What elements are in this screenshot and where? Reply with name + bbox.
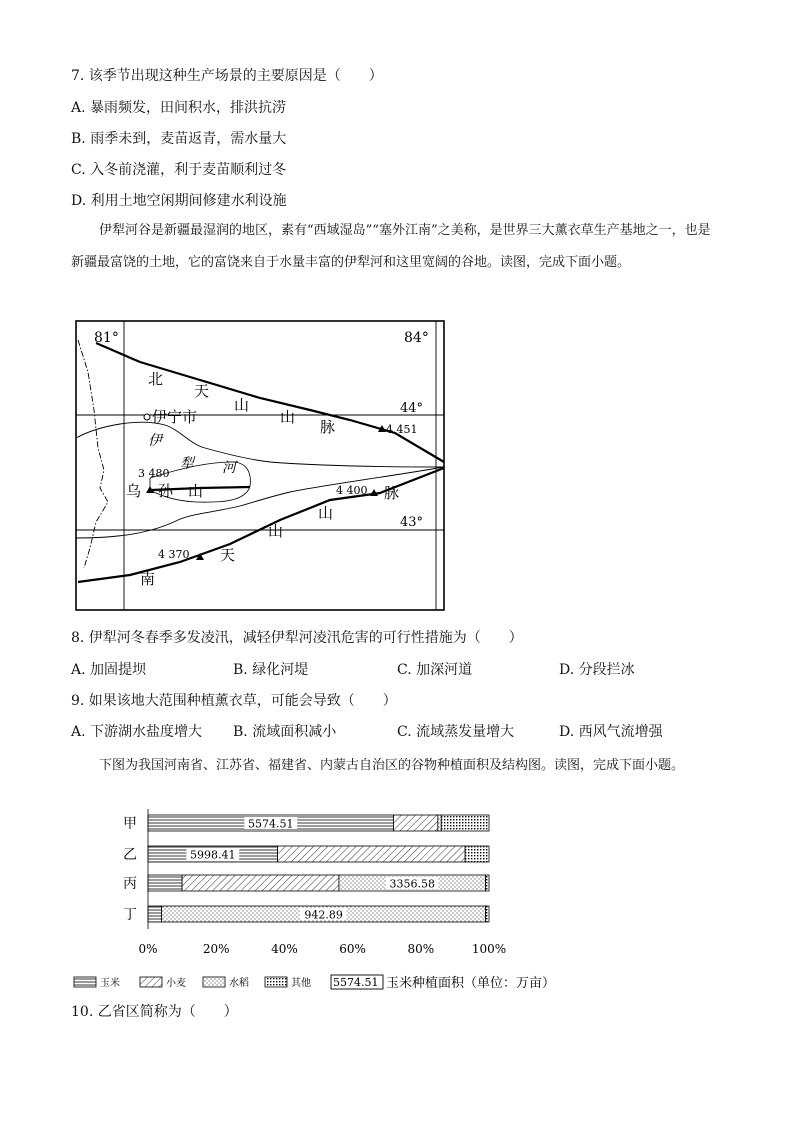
wusun-char-2: 孙 bbox=[158, 482, 174, 500]
legend-value-box-text: 5574.51 bbox=[333, 976, 379, 989]
south-range-char-2: 天 bbox=[220, 546, 236, 564]
wusun-char-1: 乌 bbox=[126, 482, 142, 500]
south-range-char-5: 脉 bbox=[384, 484, 400, 502]
lon-label-84: 84° bbox=[404, 330, 429, 346]
passage-grain: 下图为我国河南省、江苏省、福建省、内蒙古自治区的谷物种植面积及结构图。读图，完成下面小题。 bbox=[99, 758, 685, 773]
q9-option-b: B. 流域面积减小 bbox=[233, 724, 337, 740]
q10-stem: 10. 乙省区简称为（ ） bbox=[71, 1004, 238, 1020]
bar-1-other bbox=[441, 815, 489, 831]
q9-option-c: C. 流域蒸发量增大 bbox=[397, 724, 515, 740]
q7-option-a: A. 暴雨频发，田间积水，排洪抗涝 bbox=[71, 100, 287, 116]
north-range-char-1: 北 bbox=[148, 370, 164, 388]
legend-swatch-rice bbox=[203, 977, 225, 987]
bar-2-wheat bbox=[278, 846, 466, 862]
north-range-char-3: 山 bbox=[234, 396, 250, 414]
q8-option-b: B. 绿化河堤 bbox=[233, 662, 309, 678]
south-range-char-1: 南 bbox=[140, 570, 156, 588]
category-label-1: 甲 bbox=[123, 816, 137, 832]
q7-option-c: C. 入冬前浇灌，利于麦苗顺利过冬 bbox=[71, 162, 287, 178]
x-tick-label-6: 100% bbox=[471, 942, 507, 956]
river-char-2: 犁 bbox=[180, 456, 194, 472]
legend-swatch-wheat bbox=[140, 977, 162, 987]
legend-swatch-corn bbox=[74, 977, 96, 987]
q8-option-c: C. 加深河道 bbox=[397, 662, 473, 678]
lat-label-43: 43° bbox=[400, 515, 424, 530]
q8-stem: 8. 伊犁河冬春季多发凌汛，减轻伊犁河凌汛危害的可行性措施为（ ） bbox=[71, 630, 523, 646]
legend-label-corn: 玉米 bbox=[100, 978, 120, 989]
peak-4370-label: 4 370 bbox=[158, 548, 190, 561]
bar-label-2: 5998.41 bbox=[190, 848, 236, 862]
category-label-3: 丙 bbox=[123, 876, 137, 892]
south-range-char-3: 山 bbox=[268, 522, 284, 540]
river-char-3: 河 bbox=[222, 460, 236, 476]
wusun-char-3: 山 bbox=[188, 482, 204, 500]
north-range-char-2: 天 bbox=[194, 382, 210, 400]
bar-1-wheat bbox=[394, 815, 438, 831]
x-tick-label-2: 20% bbox=[202, 942, 230, 956]
bar-4-other bbox=[486, 906, 489, 922]
passage-yili: 伊犁河谷是新疆最湿润的地区，素有“西域湿岛”“塞外江南”之美称，是世界三大薰衣草生产基地之一，也是新疆最富饶的土地，它的富饶来自于水量丰富的伊犁河和这里宽阔的谷地。读图，完成下面小题。 bbox=[71, 223, 711, 270]
river-char-1: 伊 bbox=[148, 433, 162, 449]
q8-option-a: A. 加固提坝 bbox=[71, 662, 147, 678]
lon-label-81: 81° bbox=[94, 330, 119, 346]
legend-value-description: 玉米种植面积（单位：万亩） bbox=[386, 976, 556, 991]
bar-3-other bbox=[486, 875, 489, 891]
north-range-char-5: 脉 bbox=[320, 418, 336, 436]
x-tick-label-3: 40% bbox=[271, 942, 298, 956]
bar-2-other bbox=[465, 846, 489, 862]
x-tick-label-5: 80% bbox=[407, 942, 435, 956]
north-range-char-4: 山 bbox=[280, 408, 296, 426]
q9-option-d: D. 西风气流增强 bbox=[559, 724, 663, 740]
legend-label-other: 其他 bbox=[291, 978, 311, 989]
bar-3-wheat bbox=[182, 875, 339, 891]
bar-3-corn bbox=[148, 875, 182, 891]
peak-4451-label: 4 451 bbox=[386, 423, 418, 436]
bar-label-1: 5574.51 bbox=[248, 817, 294, 831]
peak-4400-label: 4 400 bbox=[336, 484, 368, 497]
q7-option-d: D. 利用土地空闲期间修建水利设施 bbox=[71, 193, 287, 209]
category-label-2: 乙 bbox=[123, 847, 137, 863]
legend-swatch-other bbox=[265, 977, 287, 987]
bar-label-4: 942.89 bbox=[304, 908, 343, 922]
q8-option-d: D. 分段拦冰 bbox=[559, 662, 635, 678]
x-tick-label-1: 0% bbox=[138, 942, 158, 956]
bar-1-rice bbox=[438, 815, 441, 831]
legend-label-wheat: 小麦 bbox=[166, 978, 186, 989]
x-tick-label-4: 60% bbox=[339, 942, 366, 956]
bar-label-3: 3356.58 bbox=[389, 877, 436, 891]
q7-option-b: B. 雨季未到，麦苗返青，需水量大 bbox=[71, 131, 287, 147]
legend-label-rice: 水稻 bbox=[229, 978, 249, 989]
category-label-4: 丁 bbox=[123, 907, 137, 923]
peak-3480-label: 3 480 bbox=[138, 467, 170, 480]
lat-label-44: 44° bbox=[400, 401, 424, 416]
q9-option-a: A. 下游湖水盐度增大 bbox=[71, 724, 203, 740]
city-label: 伊宁市 bbox=[152, 408, 198, 426]
q9-stem: 9. 如果该地大范围种植薰衣草，可能会导致（ ） bbox=[71, 693, 397, 709]
south-range-char-4: 山 bbox=[318, 504, 334, 522]
q7-stem: 7. 该季节出现这种生产场景的主要原因是（ ） bbox=[71, 68, 383, 84]
bar-4-corn bbox=[148, 906, 162, 922]
